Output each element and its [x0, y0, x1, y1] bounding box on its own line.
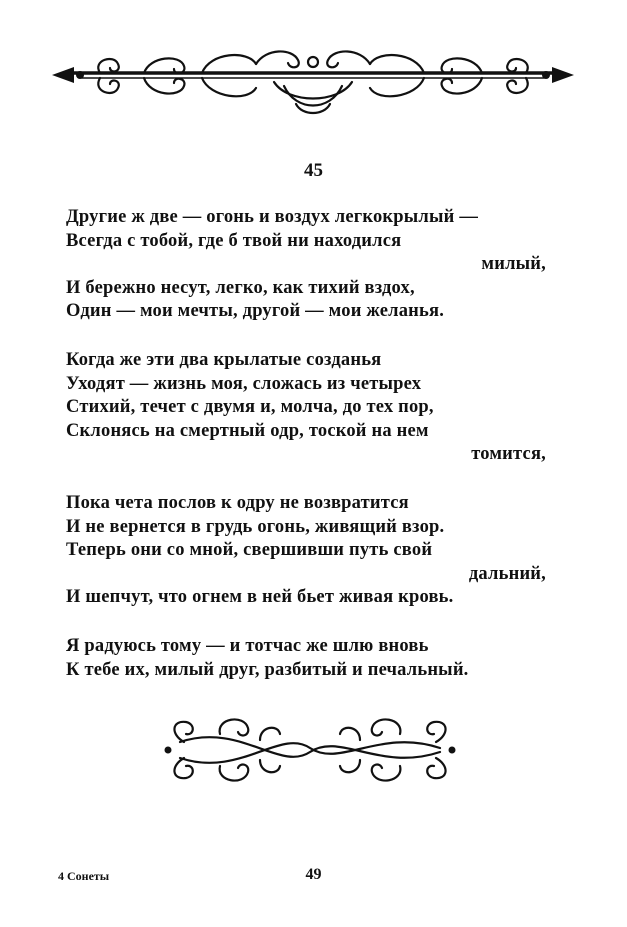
page-number: 49 — [305, 866, 322, 883]
poem-line: Когда же эти два крылатые созданья — [66, 349, 382, 370]
poem-line: Один — мои мечты, другой — мои желанья. — [66, 301, 445, 322]
poem-line: И бережно несут, легко, как тихий вздох, — [66, 277, 415, 298]
sonnet-number: 45 — [304, 160, 323, 181]
poem-line: И не вернется в грудь огонь, живящий взор. — [66, 516, 445, 537]
poem-line: Всегда с тобой, где б твой ни находился — [66, 230, 402, 251]
poem-line-runover: дальний, — [468, 563, 546, 584]
poem-line: Уходят — жизнь моя, сложась из четырех — [66, 373, 422, 394]
poem-line: Пока чета послов к одру не возвратится — [66, 492, 409, 513]
flourish-tailpiece-icon — [160, 712, 460, 790]
poem-line: И шепчут, что огнем в ней бьет живая кровь. — [66, 587, 454, 608]
poem-line: Склонясь на смертный одр, тоской на нем — [66, 420, 429, 441]
poem-line: Стихий, течет с двумя и, молча, до тех пор, — [66, 397, 434, 418]
printer-signature: 4 Сонеты — [58, 869, 110, 883]
stanza — [66, 635, 546, 682]
stanza — [66, 206, 546, 324]
poem-line-runover: милый, — [481, 254, 546, 275]
stanza — [66, 492, 546, 610]
poem-body — [66, 206, 546, 707]
poem-line: Теперь они со мной, свершивши путь свой — [66, 540, 433, 561]
poem-line: К тебе их, милый друг, разбитый и печальный. — [66, 659, 469, 680]
poem-line-runover: томится, — [471, 444, 546, 465]
poem-line: Другие ж две — огонь и воздух легкокрылый — — [66, 207, 479, 227]
stanza — [66, 349, 546, 467]
poem-line: Я радуюсь тому — и тотчас же шлю вновь — [66, 635, 429, 656]
flourish-divider-icon — [52, 42, 574, 120]
